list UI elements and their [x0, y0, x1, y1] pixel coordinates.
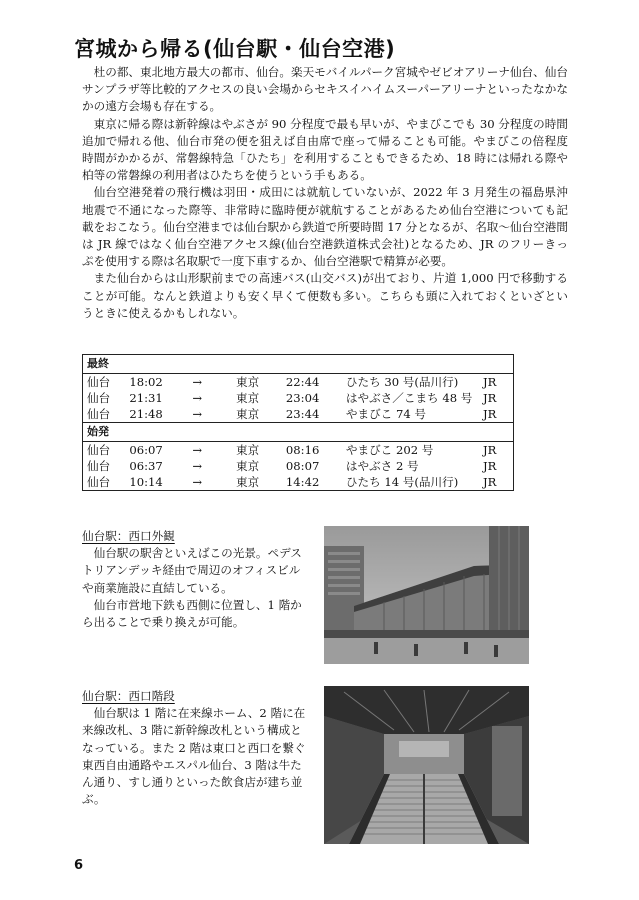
arrow-icon: →	[192, 475, 203, 489]
cell-from: 仙台	[87, 475, 111, 489]
station-stairs-image	[324, 686, 529, 844]
table-row	[83, 390, 514, 406]
cell-train: ひたち 30 号(品川行)	[345, 375, 459, 389]
arrow-icon: →	[192, 391, 203, 405]
arrow-icon: →	[192, 459, 203, 473]
cell-from: 仙台	[87, 375, 111, 389]
cell-departure: 21:31	[129, 391, 163, 405]
cell-arrival: 08:16	[285, 443, 320, 457]
cell-line: JR	[483, 475, 497, 489]
paragraph: 杜の都、東北地方最大の都市、仙台。楽天モバイルパーク宮城やゼビオアリーナ仙台、仙台サンプラザ等比較的アクセスの良い会場からセキスイハイムスーパーアリーナといったなかなかの遠方会場も存在する。	[82, 65, 568, 114]
caption-paragraph: 仙台市営地下鉄も西側に位置し、1 階から出ることで乗り換えが可能。	[82, 597, 302, 630]
timetable-section-header	[83, 423, 514, 442]
cell-line: JR	[483, 459, 497, 473]
body-text	[82, 64, 568, 322]
cell-departure: 18:02	[129, 375, 163, 389]
cell-line: JR	[483, 443, 497, 457]
timetable	[82, 354, 514, 491]
cell-from: 仙台	[87, 407, 111, 421]
cell-line: JR	[483, 375, 497, 389]
table-row	[83, 474, 514, 491]
cell-train: はやぶさ 2 号	[345, 459, 419, 473]
cell-from: 仙台	[87, 391, 111, 405]
paragraph: また仙台からは山形駅前までの高速バス(山交バス)が出ており、片道 1,000 円で移動することが可能。なんと鉄道よりも安く早くて便数も多い。こちらも頭に入れておくといざというときに使えるかもしれない。	[82, 271, 568, 320]
cell-train: やまびこ 202 号	[345, 443, 434, 457]
caption-title: 仙台駅：西口外観	[82, 529, 175, 543]
cell-arrival: 08:07	[285, 459, 320, 473]
section-label: 始発	[83, 423, 514, 442]
station-exterior-image	[324, 526, 529, 664]
cell-to: 東京	[235, 375, 260, 389]
cell-to: 東京	[235, 459, 260, 473]
caption-title: 仙台駅：西口階段	[82, 689, 175, 703]
photo-west-stairs	[324, 686, 529, 844]
page-number: 6	[74, 858, 84, 873]
timetable-section-header	[83, 355, 514, 374]
cell-line: JR	[483, 391, 497, 405]
cell-to: 東京	[235, 391, 260, 405]
table-row	[83, 458, 514, 474]
cell-arrival: 23:44	[285, 407, 320, 421]
cell-departure: 10:14	[129, 475, 163, 489]
caption-paragraph: 仙台駅の駅舎といえばこの光景。ペデストリアンデッキ経由で周辺のオフィスビルや商業施設に直結している。	[82, 546, 302, 595]
arrow-icon: →	[192, 407, 203, 421]
cell-train: ひたち 14 号(品川行)	[345, 475, 459, 489]
cell-to: 東京	[235, 475, 260, 489]
caption-paragraph: 仙台駅は 1 階に在来線ホーム、2 階に在来線改札、3 階に新幹線改札という構成となっている。また 2 階は東口と西口を繋ぐ東西自由通路やエスパル仙台、3 階は牛たん通り、すし通りといった飲食店が建ち並ぶ。	[82, 706, 306, 807]
cell-train: やまびこ 74 号	[345, 407, 426, 421]
cell-train: はやぶさ／こまち 48 号	[345, 391, 473, 405]
paragraph: 仙台空港発着の飛行機は羽田・成田には就航していないが、2022 年 3 月発生の福島県沖地震で不通になった際等、非常時に臨時便が就航することがあるため仙台空港についても記載をおこなう。仙台空港までは仙台駅から鉄道で所要時間 17 分となるが、名取～仙台空港間は JR 線ではなく仙台空港アクセス線(仙台空港鉄道株式会社)となるため、JR のフリーきっぷを使用する際は名取駅で一度下車するか、仙台空港駅で精算が必要。	[82, 185, 568, 269]
cell-from: 仙台	[87, 443, 111, 457]
cell-departure: 21:48	[129, 407, 163, 421]
table-row	[83, 406, 514, 423]
photo-caption-west-stairs	[82, 688, 310, 808]
cell-departure: 06:07	[129, 443, 163, 457]
cell-to: 東京	[235, 443, 260, 457]
cell-arrival: 22:44	[285, 375, 320, 389]
photo-caption-west-exterior	[82, 528, 310, 631]
table-row	[83, 442, 514, 459]
cell-arrival: 14:42	[285, 475, 320, 489]
cell-to: 東京	[235, 407, 260, 421]
cell-arrival: 23:04	[285, 391, 320, 405]
arrow-icon: →	[192, 375, 203, 389]
page-title: 宮城から帰る(仙台駅・仙台空港)	[74, 37, 396, 61]
paragraph: 東京に帰る際は新幹線はやぶさが 90 分程度で最も早いが、やまびこでも 30 分程度の時間追加で帰れる他、仙台市発の便を狙えば自由席で座って帰ることも可能。やまびこの倍程度時間がかかるが、常磐線特急「ひたち」を利用することもできるため、18 時には帰れる際や柏等の常磐線の利用者はひたちを使うという手もある。	[82, 116, 568, 183]
section-label: 最終	[83, 355, 514, 374]
arrow-icon: →	[192, 443, 203, 457]
table-row	[83, 374, 514, 391]
cell-line: JR	[483, 407, 497, 421]
photo-west-exterior	[324, 526, 529, 664]
cell-from: 仙台	[87, 459, 111, 473]
cell-departure: 06:37	[129, 459, 163, 473]
